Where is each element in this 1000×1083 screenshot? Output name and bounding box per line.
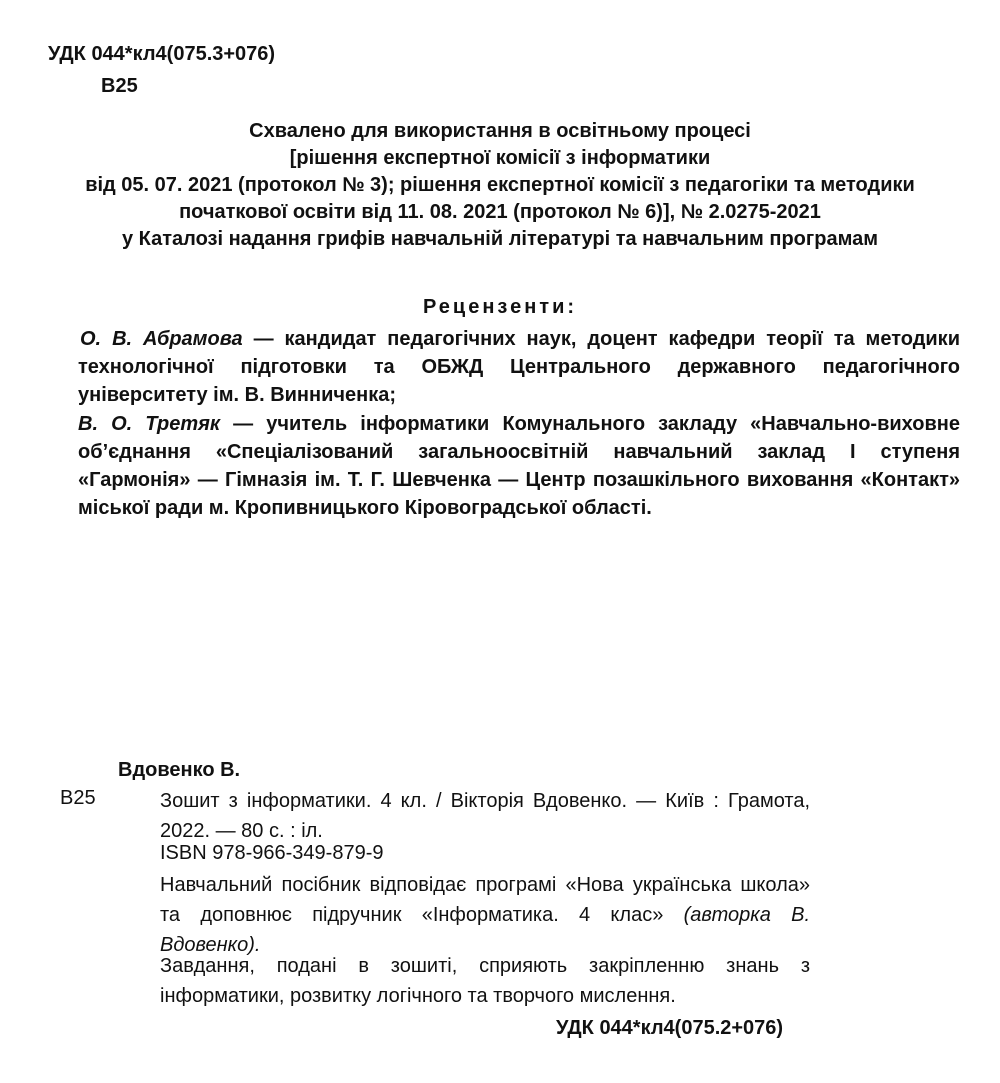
reviewer-1-name: О. В. Абрамова — [80, 328, 243, 350]
catalog-description: Зошит з інформатики. 4 кл. / Вікторія Вдовенко. — Київ : Грамота, 2022. — 80 с. : іл. — [160, 790, 810, 842]
catalog-annotation-1 — [160, 870, 810, 960]
annotation-1-main: Навчальний посібник відповідає програмі «Нова українська школа» та доповнює підручник «Інформатика. 4 клас» — [160, 874, 810, 926]
reviewer-2 — [78, 410, 960, 522]
catalog-author: Вдовенко В. — [118, 759, 241, 781]
approval-line-2: [рішення експертної комісії з інформатики — [289, 147, 711, 169]
catalog-isbn: ISBN 978-966-349-879-9 — [160, 842, 384, 864]
approval-line-5: у Каталозі надання грифів навчальній літературі та навчальним програмам — [121, 228, 879, 250]
approval-line-4: початкової освіти від 11. 08. 2021 (протокол № 6)], № 2.0275-2021 — [179, 201, 821, 223]
udc-code-bottom: УДК 044*кл4(075.2+076) — [556, 1017, 784, 1039]
udc-code-top: УДК 044*кл4(075.3+076) — [48, 43, 276, 65]
approval-line-1: Схвалено для використання в освітньому процесі — [249, 120, 751, 142]
annotation-1-italic: (авторка В. Вдовенко). — [160, 904, 811, 956]
catalog-annotation-2: Завдання, подані в зошиті, сприяють закріпленню знань з інформатики, розвитку логічного та творчого мислення. — [160, 955, 810, 1007]
catalog-code: В25 — [60, 787, 96, 809]
author-code-top: В25 — [101, 75, 138, 97]
reviewer-1 — [78, 325, 960, 409]
approval-line-3: від 05. 07. 2021 (протокол № 3); рішення експертної комісії з педагогіки та методики — [85, 174, 915, 196]
reviewer-2-name: В. О. Третяк — [78, 413, 221, 435]
reviewers-heading: Рецензенти: — [422, 296, 578, 318]
reviewer-2-text: — учитель інформатики Комунального закладу «Навчально-виховне об’єднання «Спеціалізований загальноосвітній навчальний заклад І ступеня «Гармонія» — Гімназія ім. Т. Г. Шевченка — Центр позашкільного виховання «Контакт» міської ради м. Кропивницького Кіровоградської області. — [78, 413, 960, 519]
reviewer-1-text: — кандидат педагогічних наук, доцент кафедри теорії та методики технологічної підготовки та ОБЖД Центрального державного педагогічного університету ім. В. Винниченка; — [78, 328, 960, 406]
